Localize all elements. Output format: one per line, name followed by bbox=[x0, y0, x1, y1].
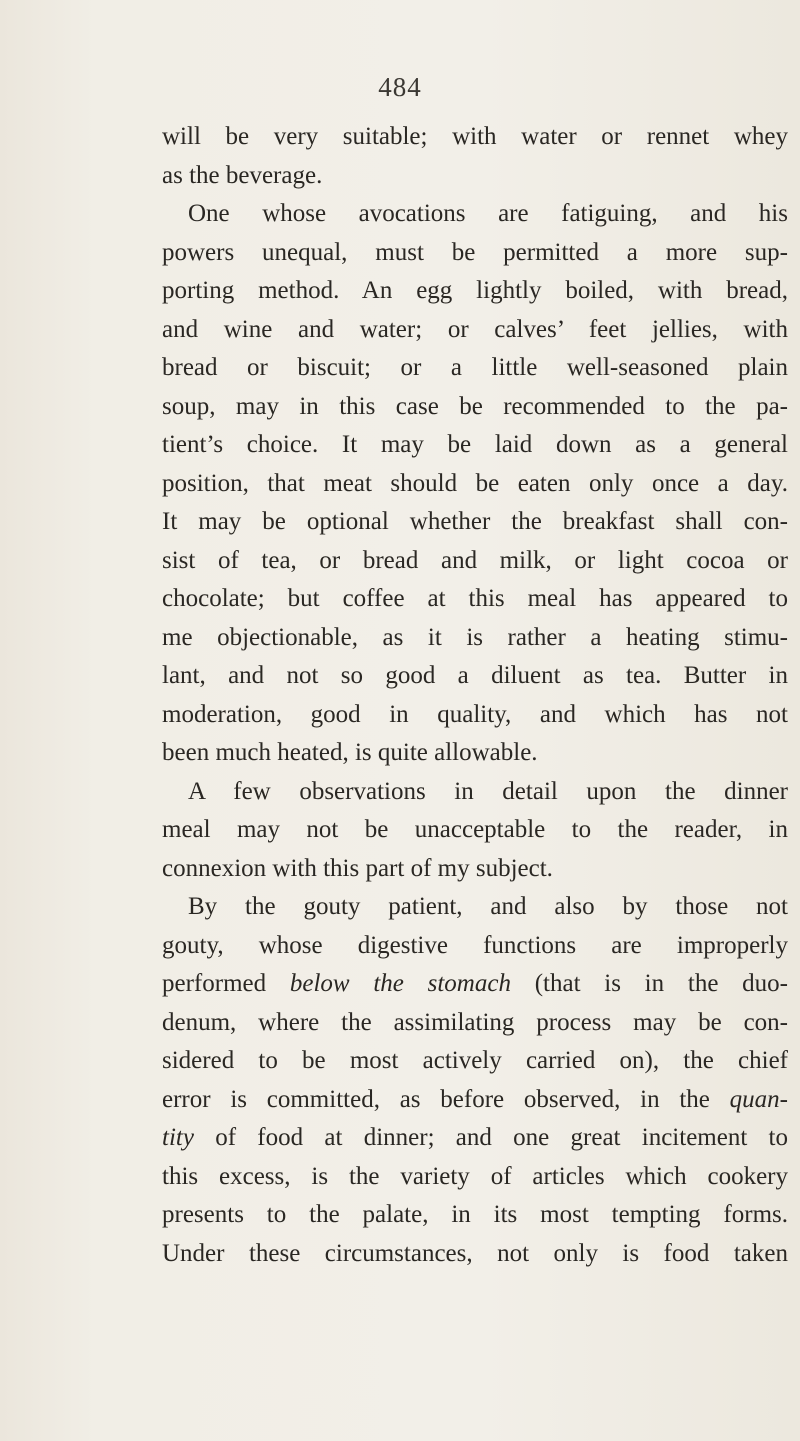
italic-text: quan- bbox=[729, 1085, 788, 1113]
text-segment: performed bbox=[162, 970, 290, 997]
text-line bbox=[162, 1081, 788, 1120]
text-segment: as the beverage. bbox=[162, 161, 323, 189]
text-segment: moderation, good in quality, and which has not bbox=[162, 700, 788, 728]
text-line bbox=[162, 1042, 788, 1081]
text-line bbox=[162, 426, 788, 465]
text-segment: lant, and not so good a diluent as tea. Butter in bbox=[162, 662, 788, 689]
text-line bbox=[162, 927, 788, 966]
page-number: 484 bbox=[378, 72, 422, 102]
text-segment: me objectionable, as it is rather a heating stimu- bbox=[162, 623, 788, 651]
text-line bbox=[162, 465, 788, 504]
body-text bbox=[162, 118, 788, 1273]
text-line bbox=[162, 195, 788, 234]
text-segment: A few observations in detail upon the dinner bbox=[188, 777, 788, 805]
text-line bbox=[162, 888, 788, 927]
text-segment: position, that meat should be eaten only once a day. bbox=[162, 469, 788, 497]
text-line bbox=[162, 850, 788, 889]
text-line bbox=[162, 773, 788, 812]
text-line bbox=[162, 118, 788, 157]
text-line bbox=[162, 542, 788, 581]
text-segment: One whose avocations are fatiguing, and his bbox=[188, 200, 788, 227]
text-line bbox=[162, 580, 788, 619]
text-line bbox=[162, 965, 788, 1004]
text-segment: tient’s choice. It may be laid down as a general bbox=[162, 431, 788, 458]
text-segment: meal may not be unacceptable to the reader, in bbox=[162, 816, 788, 843]
text-line bbox=[162, 657, 788, 696]
text-line bbox=[162, 734, 788, 773]
text-segment: soup, may in this case be recommended to the pa- bbox=[162, 392, 788, 420]
text-line bbox=[162, 1004, 788, 1043]
text-line bbox=[162, 1158, 788, 1197]
text-line bbox=[162, 1235, 788, 1274]
italic-text: below the stomach bbox=[289, 970, 511, 997]
text-segment: gouty, whose digestive functions are improperly bbox=[162, 931, 788, 959]
text-line bbox=[162, 619, 788, 658]
text-segment: denum, where the assimilating process may be con- bbox=[162, 1008, 788, 1036]
text-segment: presents to the palate, in its most tempting forms. bbox=[162, 1201, 788, 1228]
text-segment: Under these circumstances, not only is food taken bbox=[162, 1239, 788, 1267]
text-segment: and wine and water; or calves’ feet jellies, with bbox=[162, 315, 788, 343]
text-line bbox=[162, 1119, 788, 1158]
text-segment: of food at dinner; and one great incitement to bbox=[193, 1124, 788, 1151]
text-segment: porting method. An egg lightly boiled, with bread, bbox=[162, 277, 788, 304]
text-segment: powers unequal, must be permitted a more sup- bbox=[162, 238, 788, 266]
text-line bbox=[162, 696, 788, 735]
italic-text: tity bbox=[162, 1124, 194, 1151]
text-segment: (that is in the duo- bbox=[510, 970, 788, 997]
text-line bbox=[162, 349, 788, 388]
text-segment: chocolate; but coffee at this meal has appeared to bbox=[162, 585, 788, 612]
text-segment: sidered to be most actively carried on), the chief bbox=[162, 1047, 788, 1074]
text-segment: this excess, is the variety of articles which cookery bbox=[162, 1162, 788, 1190]
text-line bbox=[162, 311, 788, 350]
text-segment: It may be optional whether the breakfast shall con- bbox=[162, 508, 788, 535]
text-segment: connexion with this part of my subject. bbox=[162, 854, 553, 882]
text-line bbox=[162, 272, 788, 311]
text-segment: will be very suitable; with water or rennet whey bbox=[162, 123, 788, 150]
text-segment: error is committed, as before observed, in the bbox=[162, 1085, 730, 1113]
text-line bbox=[162, 1196, 788, 1235]
text-segment: been much heated, is quite allowable. bbox=[162, 739, 538, 766]
text-line bbox=[162, 157, 788, 196]
text-line bbox=[162, 811, 788, 850]
text-line bbox=[162, 388, 788, 427]
text-segment: sist of tea, or bread and milk, or light cocoa or bbox=[162, 546, 788, 574]
text-segment: By the gouty patient, and also by those not bbox=[188, 893, 788, 920]
text-line bbox=[162, 234, 788, 273]
text-segment: bread or biscuit; or a little well-seasoned plain bbox=[162, 354, 788, 381]
text-line bbox=[162, 503, 788, 542]
